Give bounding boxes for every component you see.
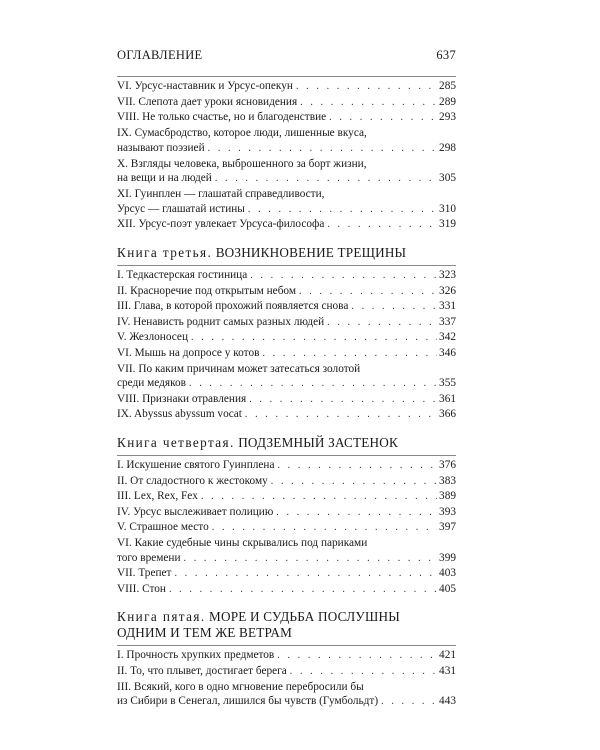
toc-entry-page: 355 — [439, 377, 456, 390]
toc-entry[interactable] — [117, 157, 456, 187]
header-title: ОГЛАВЛЕНИЕ — [117, 48, 203, 62]
toc-entry[interactable] — [117, 110, 456, 126]
toc-entry-page: 431 — [439, 664, 456, 677]
toc-entry[interactable] — [117, 268, 456, 284]
dot-leader — [351, 300, 437, 315]
toc-entry-page: 383 — [439, 474, 456, 487]
toc-entry[interactable] — [117, 664, 456, 680]
book-heading-rule — [117, 265, 456, 266]
toc-entry-title-line: IX. Сумасбродство, которое люди, лишенные вкуса, — [117, 127, 367, 140]
toc-page — [117, 46, 456, 710]
toc-entry[interactable] — [117, 284, 456, 300]
toc-entry-page: 326 — [439, 284, 456, 297]
toc-entry-title-line: II. От сладостного к жестокому — [117, 474, 268, 487]
toc-entry[interactable] — [117, 520, 456, 536]
book-heading-prefix: Книга третья. — [117, 245, 213, 261]
toc-entry[interactable] — [117, 680, 456, 710]
toc-entry-page: 366 — [439, 408, 456, 421]
toc-entry-title-line: VIII. Стон — [117, 582, 166, 595]
toc-entry-title-line: VIII. Не только счастье, но и благоденствие — [117, 111, 327, 124]
toc-entry-title-line: VII. По каким причинам может затесаться золотой — [117, 362, 361, 375]
toc-entry-page: 421 — [439, 649, 456, 662]
toc-entry[interactable] — [117, 474, 456, 490]
book-heading-title: ПОДЗЕМНЫЙ ЗАСТЕНОК — [238, 434, 398, 450]
toc-entry-title-line: называют поэзией — [117, 141, 205, 154]
dot-leader — [169, 583, 437, 598]
toc-entry[interactable] — [117, 217, 456, 233]
toc-entry[interactable] — [117, 566, 456, 582]
toc-entry-title-line: VI. Мышь на допросе у котов — [117, 347, 260, 359]
toc-entry-title-line: I. Тедкастерская гостиница — [117, 269, 248, 282]
toc-entry-page: 405 — [439, 582, 456, 595]
toc-entry-page: 389 — [439, 490, 456, 503]
dot-leader — [277, 459, 437, 474]
book-heading-rule — [117, 455, 456, 456]
dot-leader — [329, 111, 437, 126]
toc-entry-page: 310 — [439, 202, 456, 215]
toc-entry-page: 346 — [439, 347, 456, 359]
toc-entry-title-line: Урсус — глашатай истины — [117, 202, 245, 215]
toc-entry-page: 337 — [439, 315, 456, 328]
dot-leader — [327, 218, 437, 233]
dot-leader — [208, 142, 437, 157]
toc-entry[interactable] — [117, 362, 456, 392]
toc-entry-title-line: IV. Урсус выслеживает полицию — [117, 505, 274, 518]
toc-entry[interactable] — [117, 536, 456, 566]
book-heading — [117, 609, 456, 641]
toc-entry-page: 397 — [439, 521, 456, 534]
book-heading — [117, 245, 456, 261]
dot-leader — [262, 347, 437, 362]
toc-entry-title-line: VI. Урсус-наставник и Урсус-опекун — [117, 80, 293, 92]
toc-entry-title-line: II. То, что плывет, достигает берега — [117, 664, 287, 677]
dot-leader — [189, 377, 437, 392]
book-heading-rule — [117, 645, 456, 646]
toc-entry[interactable] — [117, 648, 456, 664]
dot-leader — [250, 269, 437, 284]
toc-entry-title-line: IX. Abyssus abyssum vocat — [117, 408, 242, 421]
dot-leader — [245, 408, 437, 423]
toc-entry[interactable] — [117, 505, 456, 521]
dot-leader — [174, 567, 437, 582]
toc-entry[interactable] — [117, 330, 456, 346]
header-rule — [117, 76, 456, 77]
dot-leader — [201, 490, 437, 505]
toc-entry-title-line: среди медяков — [117, 377, 187, 390]
toc-entry-title-line: на вещи и на людей — [117, 172, 212, 185]
toc-entry[interactable] — [117, 458, 456, 474]
toc-entry-page: 399 — [439, 551, 456, 564]
toc-entry-title-line: VI. Какие судебные чины скрывались под париками — [117, 536, 368, 549]
dot-leader — [327, 316, 437, 331]
toc-entry-title-line: IV. Ненависть роднит самых разных людей — [117, 315, 325, 328]
toc-entry-title-line: III. Lex, Rex, Fex — [117, 490, 198, 503]
book-heading-title: МОРЕ И СУДЬБА ПОСЛУШНЫ — [209, 609, 400, 625]
toc-entry[interactable] — [117, 489, 456, 505]
dot-leader — [299, 285, 437, 300]
dot-leader — [215, 172, 437, 187]
dot-leader — [300, 96, 437, 111]
book-section — [117, 435, 456, 597]
book-heading-prefix: Книга четвертая. — [117, 434, 235, 450]
toc-entry[interactable] — [117, 95, 456, 111]
running-head — [117, 46, 456, 64]
toc-entry-title-line: I. Искушение святого Гуинплена — [117, 458, 275, 471]
toc-entry[interactable] — [117, 346, 456, 362]
toc-entry-title-line: III. Глава, в которой прохожий появляется снова — [117, 300, 349, 313]
toc-entry-title-line: I. Прочность хрупких предметов — [117, 649, 275, 662]
toc-entry-page: 443 — [439, 695, 456, 708]
toc-entry-page: 342 — [439, 331, 456, 344]
dot-leader — [191, 331, 437, 346]
toc-entry-title-line: VIII. Признаки отравления — [117, 392, 247, 405]
toc-entry-page: 289 — [439, 95, 456, 108]
toc-books — [117, 245, 456, 710]
toc-entry-title-line: VII. Трепет — [117, 567, 172, 580]
toc-entry-title-line: V. Жезлоносец — [117, 331, 188, 344]
toc-entry[interactable] — [117, 299, 456, 315]
dot-leader — [290, 665, 437, 680]
book-section — [117, 245, 456, 423]
toc-entry-page: 331 — [439, 300, 456, 313]
toc-entry[interactable] — [117, 392, 456, 408]
toc-entry-page: 285 — [439, 80, 456, 92]
dot-leader — [271, 475, 437, 490]
dot-leader — [184, 552, 438, 567]
toc-entry-title-line: III. Всякий, кого в одно мгновение перебросили бы — [117, 680, 364, 693]
book-heading-prefix: Книга пятая. — [117, 609, 206, 625]
book-heading — [117, 435, 456, 451]
toc-entry-page: 393 — [439, 505, 456, 518]
toc-entry-page: 323 — [439, 269, 456, 282]
toc-entry-title-line: XI. Гуинплен — глашатай справедливости, — [117, 187, 325, 200]
toc-entry-title-line: XII. Урсус-поэт увлекает Урсуса-философа — [117, 218, 325, 231]
dot-leader — [212, 521, 437, 536]
dot-leader — [296, 80, 437, 95]
toc-entry-title-line: из Сибири в Сенегал, лишился бы чувств (Гумбольдт) — [117, 695, 379, 708]
book-heading-title: ВОЗНИКНОВЕНИЕ ТРЕЩИНЫ — [215, 245, 407, 261]
toc-entry[interactable] — [117, 187, 456, 217]
toc-entry-title-line: X. Взгляды человека, выброшенного за борт жизни, — [117, 157, 367, 170]
toc-entry[interactable] — [117, 79, 456, 95]
toc-entry-page: 293 — [439, 111, 456, 124]
toc-entry-page: 305 — [439, 172, 456, 185]
toc-entry[interactable] — [117, 582, 456, 598]
dot-leader — [381, 695, 437, 710]
dot-leader — [276, 506, 437, 521]
toc-entry-page: 403 — [439, 567, 456, 580]
toc-entry-title-line: II. Красноречие под открытым небом — [117, 284, 297, 297]
toc-entry[interactable] — [117, 407, 456, 423]
toc-entry-title-line: того времени — [117, 551, 181, 564]
book-heading-title: ОДНИМ И ТЕМ ЖЕ ВЕТРАМ — [117, 625, 293, 641]
dot-leader — [249, 393, 437, 408]
book-section — [117, 609, 456, 709]
toc-entry-title-line: VII. Слепота дает уроки ясновидения — [117, 95, 298, 108]
dot-leader — [277, 649, 437, 664]
toc-group-continued — [117, 79, 456, 233]
toc-entry-page: 376 — [439, 458, 456, 471]
toc-entry-page: 319 — [439, 218, 456, 231]
toc-entry[interactable] — [117, 315, 456, 331]
toc-entry-title-line: V. Страшное место — [117, 521, 209, 534]
header-page-number: 637 — [436, 48, 456, 62]
toc-entry-page: 361 — [439, 392, 456, 405]
dot-leader — [248, 203, 437, 218]
toc-entry-page: 298 — [439, 141, 456, 154]
toc-entry[interactable] — [117, 126, 456, 156]
